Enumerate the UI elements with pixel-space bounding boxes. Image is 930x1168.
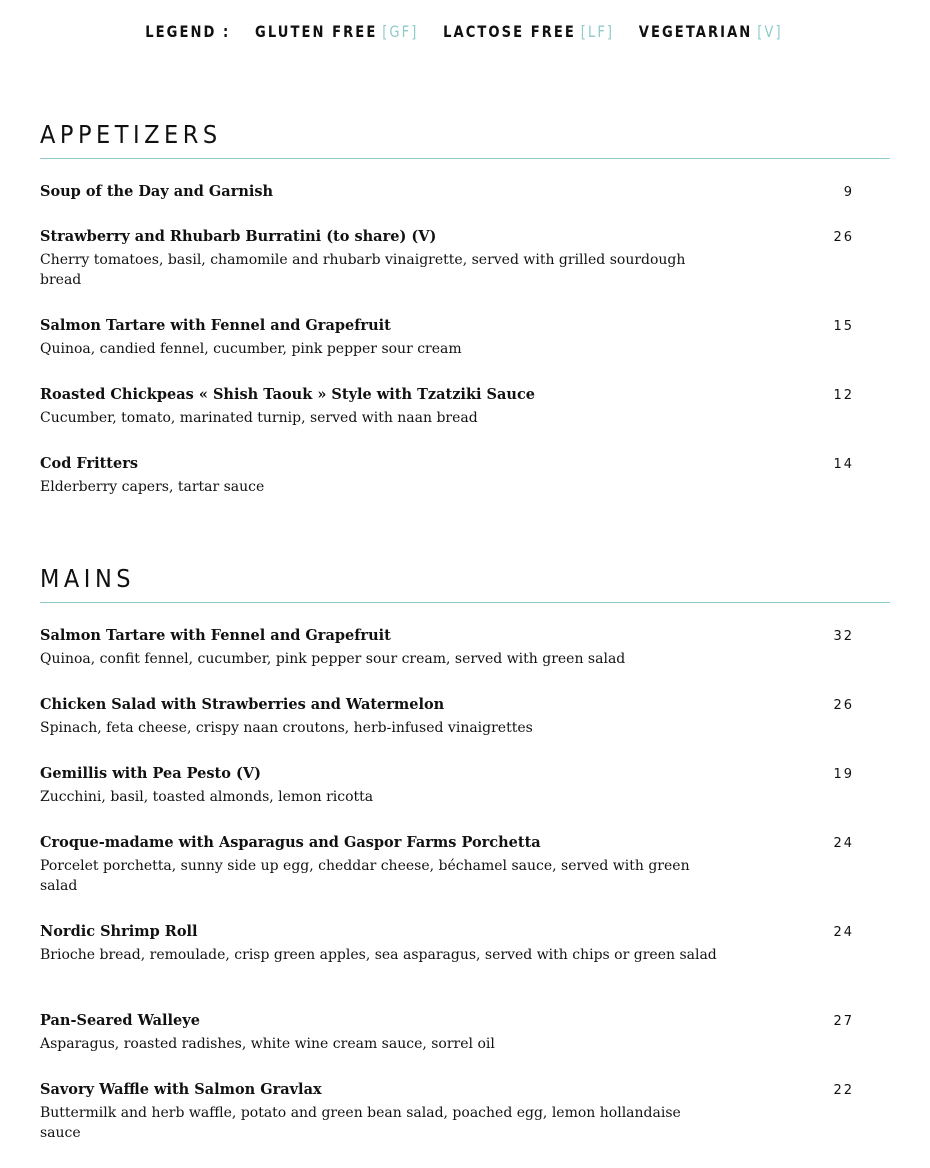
menu-item-name: Cod Fritters	[40, 455, 139, 472]
menu-item	[40, 385, 890, 428]
menu-item-description: Porcelet porchetta, sunny side up egg, cheddar cheese, béchamel sauce, served with green salad	[40, 858, 690, 894]
legend-label: LEGEND :	[145, 22, 231, 41]
menu-item-price: 19	[833, 767, 854, 782]
legend-item-code: [V]	[757, 22, 783, 41]
menu-item	[40, 695, 890, 738]
menu-item	[40, 227, 890, 290]
menu-item	[40, 764, 890, 807]
menu-item-name: Strawberry and Rhubarb Burratini (to share) (V)	[40, 228, 437, 245]
menu-item-description: Asparagus, roasted radishes, white wine cream sauce, sorrel oil	[40, 1036, 495, 1052]
menu-item-price: 15	[833, 319, 854, 334]
legend-item-code: [LF]	[580, 22, 615, 41]
legend-item-vegetarian	[639, 22, 783, 41]
menu-item	[40, 316, 890, 359]
menu-item-price: 9	[843, 185, 854, 200]
menu-item-name: Salmon Tartare with Fennel and Grapefruit	[40, 627, 391, 644]
menu-item-description: Brioche bread, remoulade, crisp green apples, sea asparagus, served with chips or green salad	[40, 947, 717, 963]
menu-item-price: 12	[833, 388, 854, 403]
menu-item	[40, 1080, 890, 1143]
menu-item-name: Pan-Seared Walleye	[40, 1012, 200, 1029]
section-title: APPETIZERS	[40, 120, 222, 149]
menu-item-price: 26	[833, 230, 854, 245]
menu-item	[40, 833, 890, 896]
legend-item-lactose-free	[443, 22, 614, 41]
menu-item	[40, 1011, 890, 1054]
menu-item	[40, 922, 890, 965]
menu-item-description: Quinoa, candied fennel, cucumber, pink pepper sour cream	[40, 341, 462, 357]
menu-item-description: Buttermilk and herb waffle, potato and green bean salad, poached egg, lemon hollandaise sauce	[40, 1105, 681, 1141]
menu-item-description: Zucchini, basil, toasted almonds, lemon ricotta	[40, 789, 374, 805]
legend	[83, 22, 846, 41]
menu-item-name: Salmon Tartare with Fennel and Grapefruit	[40, 317, 391, 334]
menu-item-name: Chicken Salad with Strawberries and Watermelon	[40, 696, 445, 713]
menu-item-price: 24	[833, 836, 854, 851]
section-divider	[40, 602, 890, 603]
menu-item-price: 27	[833, 1014, 854, 1029]
legend-item-name: VEGETARIAN	[638, 22, 753, 41]
menu-item	[40, 454, 890, 497]
mains-section	[40, 562, 890, 1141]
menu-item-name: Gemillis with Pea Pesto (V)	[40, 765, 261, 782]
menu-item-description: Quinoa, confit fennel, cucumber, pink pepper sour cream, served with green salad	[40, 651, 626, 667]
menu-item-price: 22	[833, 1083, 854, 1098]
menu-item-name: Savory Waffle with Salmon Gravlax	[40, 1081, 322, 1098]
menu-item	[40, 182, 890, 202]
appetizers-section	[40, 118, 890, 495]
menu-item-price: 26	[833, 698, 854, 713]
menu-item	[40, 626, 890, 669]
menu-item-name: Nordic Shrimp Roll	[40, 923, 198, 940]
menu-item-description: Elderberry capers, tartar sauce	[40, 479, 265, 495]
section-title: MAINS	[40, 564, 136, 593]
menu-item-description: Cherry tomatoes, basil, chamomile and rhubarb vinaigrette, served with grilled sourdough bread	[40, 252, 686, 288]
legend-item-name: LACTOSE FREE	[443, 22, 576, 41]
menu-item-description: Spinach, feta cheese, crispy naan croutons, herb-infused vinaigrettes	[40, 720, 533, 736]
legend-item-name: GLUTEN FREE	[255, 22, 378, 41]
menu-item-name: Roasted Chickpeas « Shish Taouk » Style with Tzatziki Sauce	[40, 386, 536, 403]
menu-item-name: Croque-madame with Asparagus and Gaspor Farms Porchetta	[40, 834, 541, 851]
menu-item-price: 14	[833, 457, 854, 472]
menu-item-name: Soup of the Day and Garnish	[40, 183, 274, 200]
section-divider	[40, 158, 890, 159]
legend-item-gluten-free	[255, 22, 418, 41]
menu-item-description: Cucumber, tomato, marinated turnip, served with naan bread	[40, 410, 478, 426]
menu-item-price: 24	[833, 925, 854, 940]
legend-item-code: [GF]	[382, 22, 419, 41]
menu-item-price: 32	[833, 629, 854, 644]
